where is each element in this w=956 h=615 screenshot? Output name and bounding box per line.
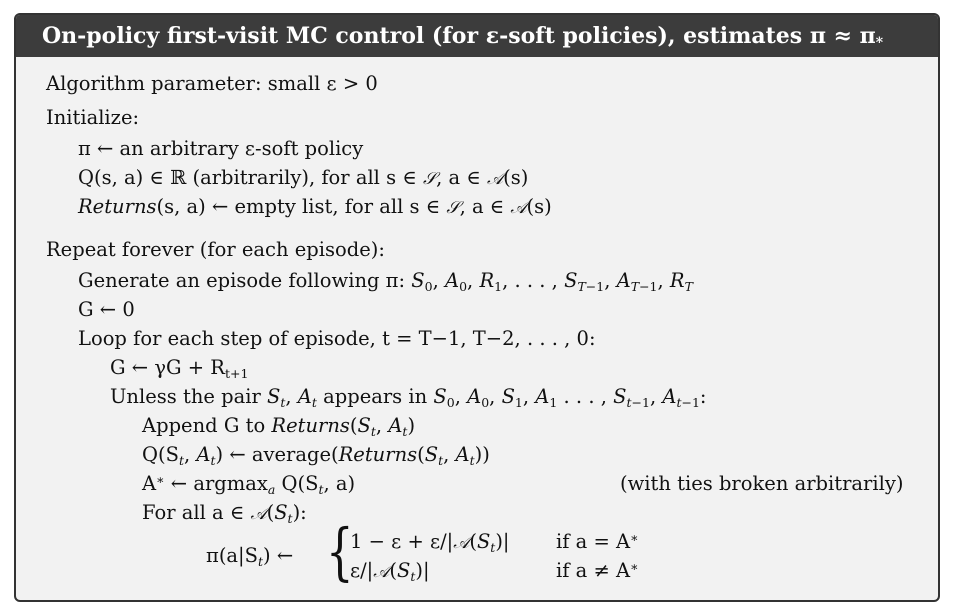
append-line: Append G to $Returns(S_t$, $A_t$) (142, 414, 416, 439)
init-q-line: Q(s, a) ∈ ℝ (arbitrarily), for all s ∈ 𝒮, a ∈ 𝒜(s) (78, 166, 529, 189)
init-returns-line: Returns(s, a) ← empty list, for all s ∈ 𝒮, a ∈ 𝒜(s) (78, 195, 552, 218)
cases-brace: { (326, 515, 354, 588)
loop-line: Loop for each step of episode, t = T−1, T−2, . . . , 0: (78, 327, 596, 350)
generate-episode-line: Generate an episode following π: $S_0$, $A_0$, $R_1$, . . . , $S_{T-1}$, $A_{T-1}$, $R_T$ (78, 269, 693, 294)
case1-value: $1 - \varepsilon + \varepsilon/|𝒜(S_t)|$ (350, 530, 510, 555)
algorithm-box (14, 13, 940, 602)
case2-value: $\varepsilon/|𝒜(S_t)|$ (350, 559, 430, 584)
policy-update-lhs: $\pi(a|S_t)$ ← (206, 544, 294, 569)
g-update-line: G ← $\gamma G + R_{t+1}$ (110, 356, 249, 381)
init-line: Initialize: (46, 106, 140, 129)
unless-line: Unless the pair $S_t$, $A_t$ appears in $S_0$, $A_0$, $S_1$, $A_1$ . . . , $S_{t-1}$, $A_{t-1}$: (110, 385, 707, 410)
ties-note: (with ties broken arbitrarily) (620, 472, 904, 495)
case2-condition: if a ≠ A∗ (556, 559, 639, 582)
repeat-line: Repeat forever (for each episode): (46, 238, 385, 261)
g-init-line: G ← 0 (78, 298, 135, 321)
q-update-line: $Q(S_t$, $A_t$) ← $average(Returns(S_t$, $A_t$)) (142, 443, 490, 468)
astar-line: A∗ ← argmax$_a$ $Q(S_t$, a) (142, 472, 356, 497)
algorithm-title: On-policy first-visit MC control (for ε-soft policies), estimates $\pi \approx \pi_*$ (16, 15, 938, 57)
forall-line: For all a ∈ $𝒜(S_t)$: (142, 501, 307, 526)
param-line: Algorithm parameter: small ε > 0 (46, 72, 378, 95)
case1-condition: if a = A∗ (556, 530, 639, 553)
init-policy-line: π ← an arbitrary ε-soft policy (78, 137, 364, 160)
